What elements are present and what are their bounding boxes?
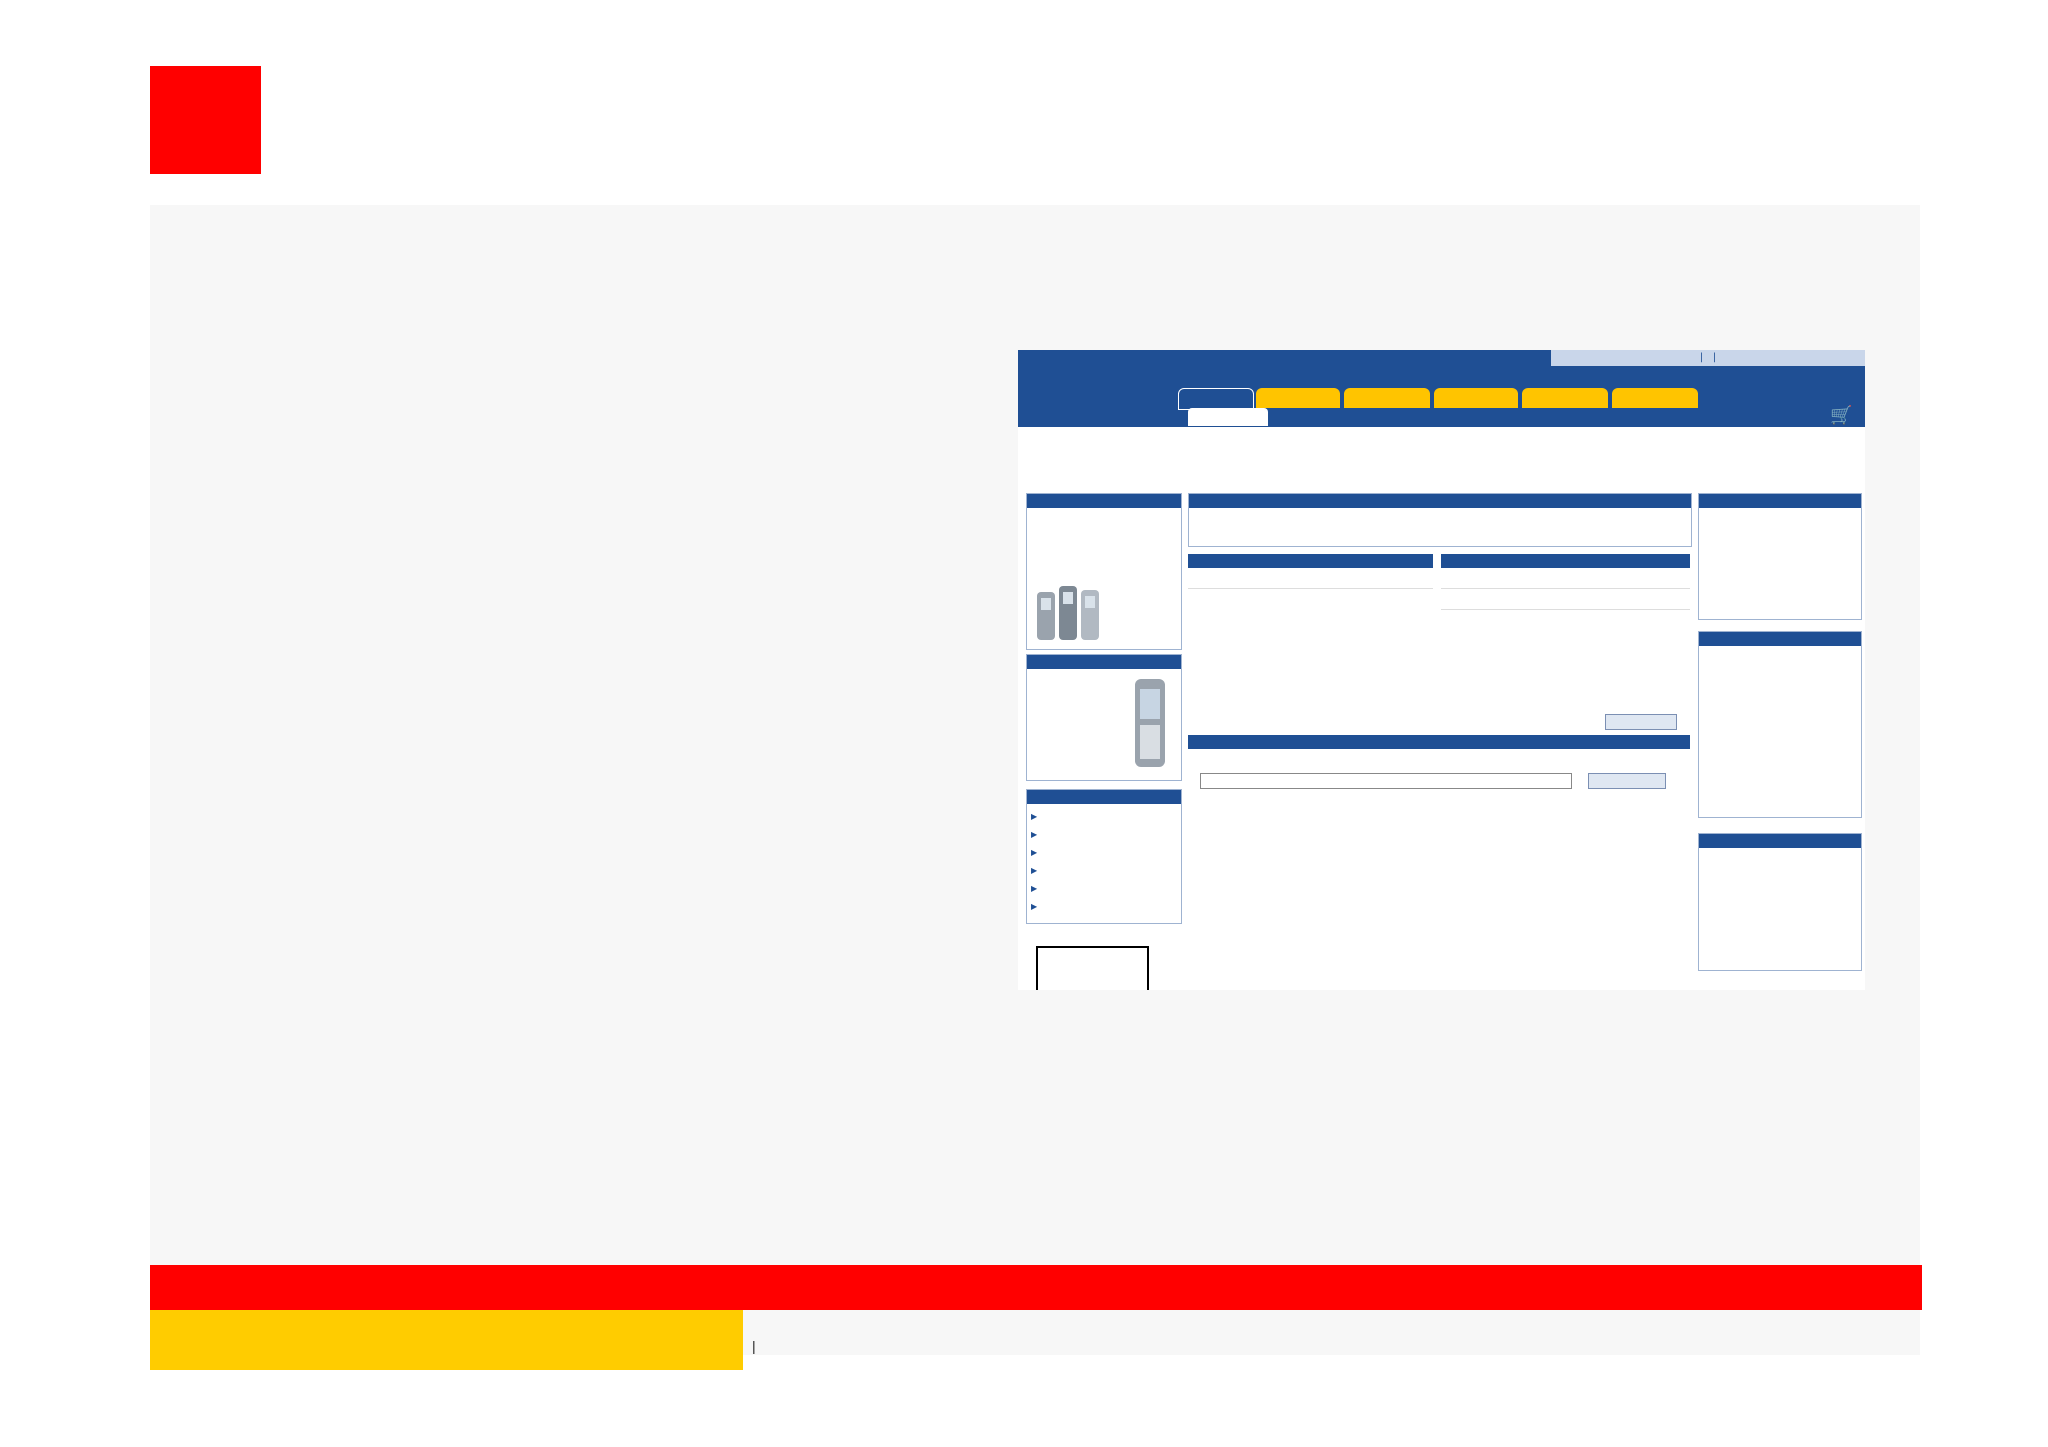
tab-statement[interactable] xyxy=(1256,388,1340,408)
rate-plan-advisor-panel xyxy=(1026,654,1182,781)
classification-note: | xyxy=(752,1338,764,1354)
question-input[interactable] xyxy=(1200,773,1572,789)
payment-header xyxy=(1441,554,1690,568)
tab-analytics[interactable] xyxy=(1434,388,1518,408)
minutes-pie-chart xyxy=(1729,652,1829,752)
footer-red-band xyxy=(150,1265,1922,1310)
answer-center-prompt xyxy=(1188,749,1690,757)
tab-payments[interactable] xyxy=(1344,388,1430,408)
payment-due-date-row xyxy=(1441,589,1690,610)
past-due-message-link[interactable] xyxy=(1189,514,1691,520)
charge-trend-header xyxy=(1699,834,1861,848)
account-information-panel xyxy=(1188,554,1433,672)
quick-links-panel xyxy=(1026,789,1182,924)
total-current-charges-row xyxy=(1188,568,1433,589)
quick-link-view-statement[interactable] xyxy=(1027,808,1181,826)
payment-panel xyxy=(1441,554,1690,724)
account-information-header xyxy=(1188,554,1433,568)
answer-button[interactable] xyxy=(1588,773,1666,789)
pda-phone-image xyxy=(1131,677,1171,771)
pay-now-button[interactable] xyxy=(1605,714,1677,730)
quick-link-ask-question[interactable] xyxy=(1027,898,1181,916)
answer-center-panel xyxy=(1188,735,1690,785)
app-screenshot xyxy=(1018,350,1865,990)
minutes-breakdown-header xyxy=(1699,632,1861,646)
quick-links-header xyxy=(1027,790,1181,804)
new-rate-plans-panel xyxy=(1026,493,1182,650)
minutes-breakdown-panel xyxy=(1698,631,1862,818)
top-links: | | xyxy=(1551,350,1865,366)
personal-profile-panel xyxy=(1698,493,1862,620)
tab-help[interactable] xyxy=(1612,388,1698,408)
answer-center-header xyxy=(1188,735,1690,749)
quick-link-view-usage[interactable] xyxy=(1027,826,1181,844)
app-header xyxy=(1018,350,1865,427)
quick-link-payment-activity[interactable] xyxy=(1027,862,1181,880)
empty-placeholder-box xyxy=(1036,946,1149,990)
tab-overview[interactable] xyxy=(1178,388,1254,410)
message-center-header xyxy=(1189,494,1691,508)
rate-plan-advisor-header xyxy=(1027,655,1181,669)
tab-self-service[interactable] xyxy=(1522,388,1608,408)
charge-trend-bar-chart xyxy=(1709,852,1849,948)
subtab-dashboard[interactable] xyxy=(1188,408,1268,426)
quick-link-manage-profile[interactable] xyxy=(1027,880,1181,898)
personal-profile-header xyxy=(1699,494,1861,508)
footer-yellow-band xyxy=(150,1310,743,1370)
new-rate-plans-header xyxy=(1027,494,1181,508)
title-red-square xyxy=(150,66,261,174)
cart-icon[interactable]: 🛒 xyxy=(1830,405,1853,426)
charge-trend-panel xyxy=(1698,833,1862,971)
total-due-row xyxy=(1441,568,1690,589)
message-center-panel xyxy=(1188,493,1692,547)
quick-link-make-payment[interactable] xyxy=(1027,844,1181,862)
phones-image xyxy=(1033,582,1117,644)
